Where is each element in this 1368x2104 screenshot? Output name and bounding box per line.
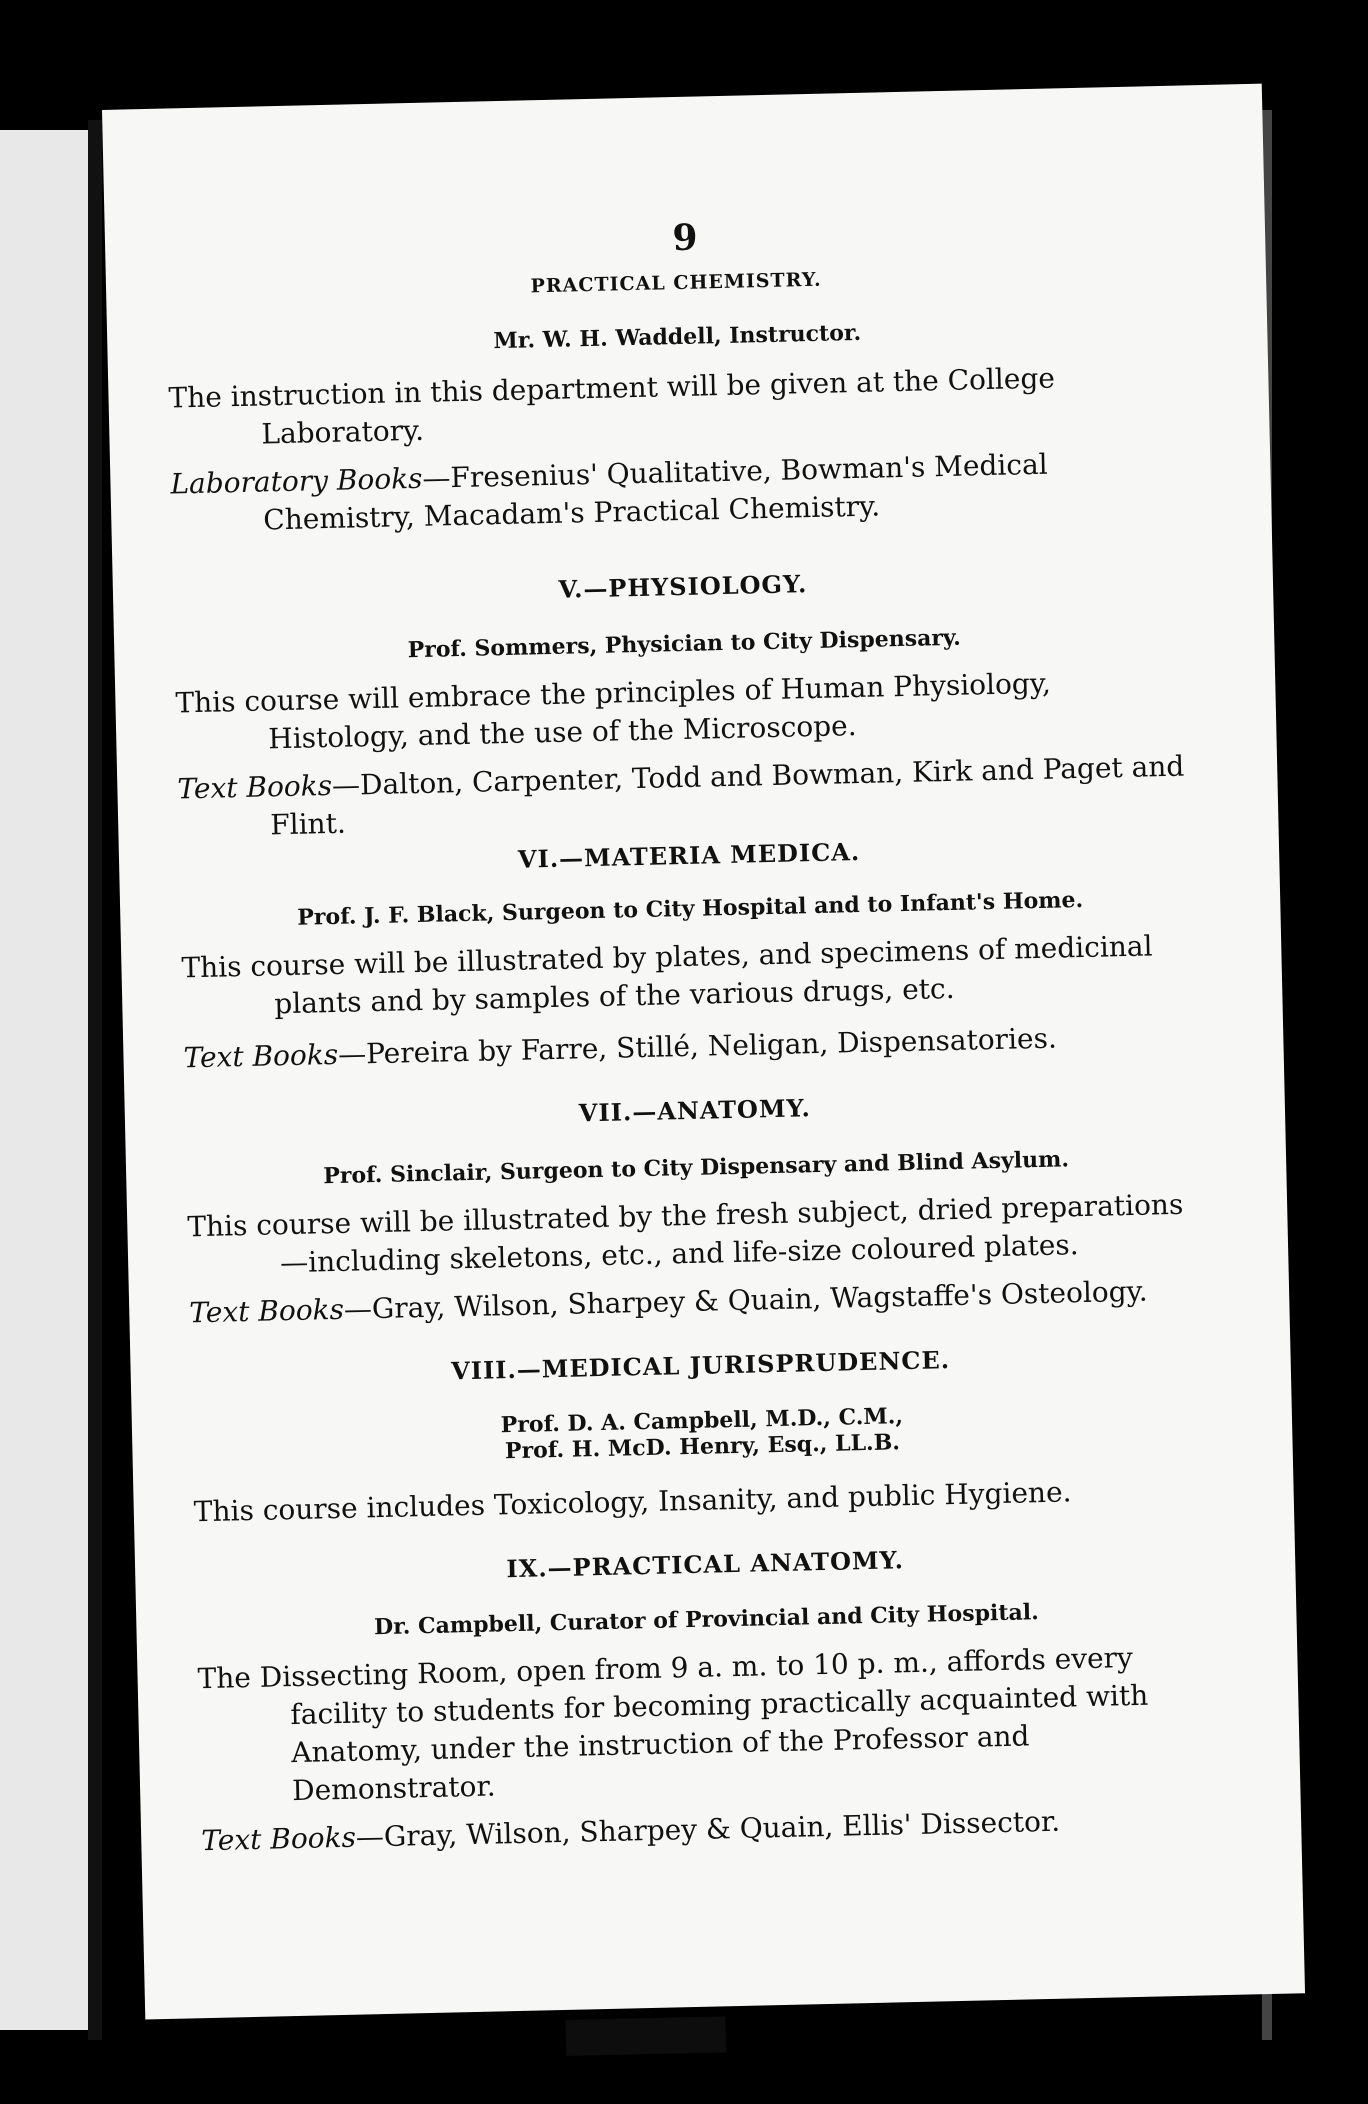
section-title: V.—PHYSIOLOGY.: [558, 569, 808, 604]
page-content: [166, 260, 1222, 1860]
textbooks-line: [177, 747, 1198, 846]
section-title: VIII.—MEDICAL JURISPRUDENCE.: [450, 1345, 951, 1386]
section-description: This course will be illustrated by plates, and specimens of medicinal plants and by samples of the various drugs, etc.: [181, 929, 1153, 1021]
section-description: The Dissecting Room, open from 9 a. m. to 10 p. m., affords every facility to students for becoming practically acquainted with Anatomy, under the instruction of the Professor and Demonstrator.: [197, 1641, 1149, 1808]
instructor-line: Mr. W. H. Waddell, Instructor.: [493, 319, 862, 355]
page-number: 9: [672, 216, 699, 260]
section-description: This course includes Toxicology, Insanity, and public Hygiene.: [193, 1475, 1072, 1529]
section-practical-chemistry: [166, 260, 1192, 541]
textbooks-list: —Gray, Wilson, Sharpey & Quain, Ellis' Dissector.: [355, 1804, 1061, 1854]
instructor-line-1: Prof. D. A. Campbell, M.D., C.M.,: [500, 1403, 904, 1439]
facing-page-edge: [0, 130, 88, 2030]
section-title: VI.—MATERIA MEDICA.: [517, 836, 861, 874]
section-description: This course will be illustrated by the fresh subject, dried preparations —including skeletons, etc., and life-size coloured plates.: [186, 1187, 1184, 1280]
section-title: VII.—ANATOMY.: [578, 1093, 812, 1128]
instructor-line: Prof. Sommers, Physician to City Dispensary.: [407, 624, 962, 664]
section-title: IX.—PRACTICAL ANATOMY.: [506, 1545, 905, 1584]
bottom-ink-smudge: [565, 2016, 726, 2056]
textbooks-line: [183, 1016, 1204, 1077]
section-description: The instruction in this department will be given at the College Laboratory.: [168, 361, 1056, 451]
instructor-line: Prof. J. F. Black, Surgeon to City Hospital and to Infant's Home.: [297, 886, 1084, 931]
book-gutter: [88, 120, 102, 2040]
textbooks-label: Text Books: [188, 1292, 345, 1330]
instructor-line-2: Prof. H. McD. Henry, Esq., LL.B.: [504, 1429, 901, 1465]
textbooks-label: Laboratory Books: [170, 461, 423, 501]
section-title: PRACTICAL CHEMISTRY.: [530, 268, 822, 298]
section-practical-anatomy: [195, 1538, 1222, 1860]
instructor-line: Prof. Sinclair, Surgeon to City Dispensary and Blind Asylum.: [322, 1146, 1070, 1190]
section-materia-medica: [179, 829, 1204, 1077]
section-anatomy: [185, 1084, 1210, 1332]
textbooks-label: Text Books: [183, 1037, 339, 1075]
document-page: [102, 84, 1305, 2020]
textbooks-list: —Dalton, Carpenter, Todd and Bowman, Kirk and Paget and Flint.: [269, 749, 1185, 842]
section-physiology: [173, 560, 1199, 846]
textbooks-line: [170, 442, 1191, 541]
instructor-line: Dr. Campbell, Curator of Provincial and City Hospital.: [373, 1599, 1040, 1641]
textbooks-list: —Fresenius' Qualitative, Bowman's Medical Chemistry, Macadam's Practical Chemistry.: [262, 447, 1048, 537]
section-medical-jurisprudence: [190, 1339, 1214, 1531]
textbooks-list: —Pereira by Farre, Stillé, Neligan, Dispensatories.: [337, 1021, 1058, 1071]
textbooks-list: —Gray, Wilson, Sharpey & Quain, Wagstaffe's Osteology.: [343, 1274, 1148, 1326]
textbooks-label: Text Books: [200, 1820, 357, 1858]
section-description: This course will embrace the principles of Human Physiology, Histology, and the use of the Microscope.: [175, 666, 1052, 756]
textbooks-label: Text Books: [177, 768, 333, 806]
